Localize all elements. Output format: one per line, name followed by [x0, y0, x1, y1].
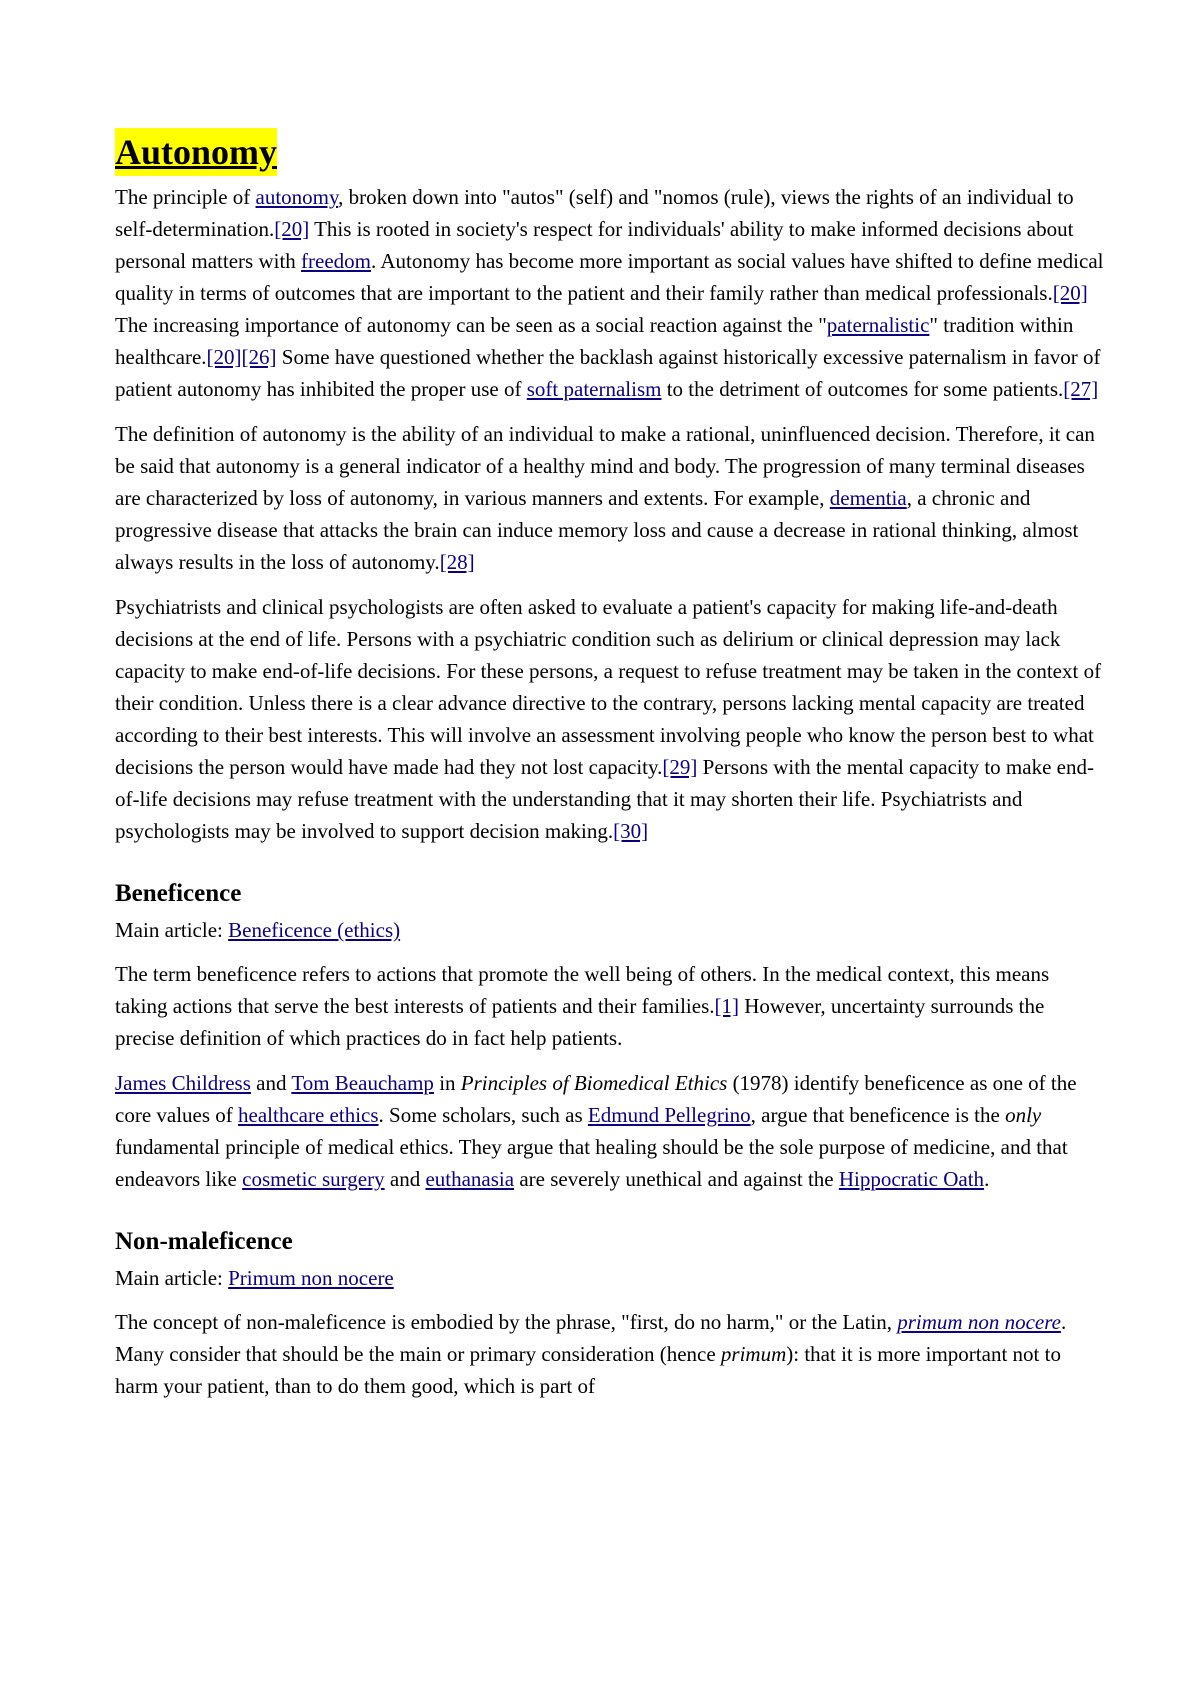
citation-1[interactable]: [1]: [714, 994, 739, 1018]
link-tom-beauchamp[interactable]: Tom Beauchamp: [291, 1071, 434, 1095]
text-run: The increasing importance of autonomy can be seen as a social reaction against the ": [115, 313, 827, 337]
text-run: Some have questioned whether the backlash against historically excessive paternalism in favor of patient autonomy has inhibited the proper use of: [115, 345, 1101, 401]
citation-20[interactable]: [20]: [206, 345, 242, 369]
autonomy-paragraph-3: [115, 591, 1105, 847]
link-paternalistic[interactable]: paternalistic: [826, 313, 930, 337]
text-run: , argue that beneficence is the: [750, 1103, 1006, 1127]
nonmaleficence-heading: Non-maleficence: [115, 1228, 293, 1255]
link-beneficence-ethics[interactable]: Beneficence (ethics): [228, 918, 401, 942]
text-run: However, uncertainty surrounds the precise definition of which practices do in fact help patients.: [115, 994, 1045, 1050]
link-healthcare-ethics[interactable]: healthcare ethics: [238, 1103, 379, 1127]
text-run: . Many consider that should be the main or primary consideration (hence: [115, 1310, 1067, 1366]
text-run: . Some scholars, such as: [378, 1103, 588, 1127]
text-run: .: [984, 1167, 990, 1191]
text-run: , a chronic and progressive disease that attacks the brain can induce memory loss and cause a decrease in rational thinking, almost always results in the loss of autonomy.: [115, 486, 1079, 574]
text-run: " tradition within healthcare.: [115, 313, 1074, 369]
beneficence-heading: Beneficence: [115, 880, 242, 907]
article-content: [115, 128, 1105, 1415]
text-run: The definition of autonomy is the ability of an individual to make a rational, uninfluenced decision. Therefore, it can be said that autonomy is a general indicator of a healthy mind and body. The progression of many terminal diseases are characterized by loss of autonomy, in various manners and extents. For example,: [115, 422, 1095, 510]
text-run: Psychiatrists and clinical psychologists are often asked to evaluate a patient's capacity for making life-and-death decisions at the end of life. Persons with a psychiatric condition such as delirium or clinical depression may lack capacity to make end-of-life decisions. For these persons, a request to refuse treatment may be taken in the context of their condition. Unless there is a clear advance directive to the contrary, persons lacking mental capacity are treated according to their best interests. This will involve an assessment involving people who know the person best to what decisions the person would have made had they not lost capacity.: [115, 595, 1102, 779]
autonomy-paragraph-2: [115, 418, 1105, 578]
emphasis-only: only: [1005, 1103, 1042, 1127]
link-primum-non-nocere-inline[interactable]: primum non nocere: [897, 1310, 1061, 1334]
link-cosmetic-surgery[interactable]: cosmetic surgery: [242, 1167, 385, 1191]
link-primum-non-nocere[interactable]: Primum non nocere: [228, 1266, 394, 1290]
citation-20[interactable]: [20]: [1052, 281, 1088, 305]
text-run: ): that it is more important not to harm your patient, than to do them good, which is part of: [115, 1342, 1061, 1398]
text-run: in: [433, 1071, 461, 1095]
text-run: , broken down into "autos" (self) and "nomos (rule), views the rights of an individual to self-determination.: [115, 185, 1074, 241]
text-run: are severely unethical and against the: [514, 1167, 839, 1191]
text-run: and: [250, 1071, 292, 1095]
text-run: fundamental principle of medical ethics. They argue that healing should be the sole purpose of medicine, and that endeavors like: [115, 1135, 1068, 1191]
link-dementia[interactable]: dementia: [829, 486, 907, 510]
text-run: . Autonomy has become more important as social values have shifted to define medical quality in terms of outcomes that are important to the patient and their family rather than medical professionals.: [115, 249, 1104, 305]
beneficence-main-article: [115, 914, 1105, 946]
beneficence-paragraph-1: [115, 958, 1105, 1054]
main-article-label: Main article:: [115, 918, 229, 942]
link-hippocratic-oath[interactable]: Hippocratic Oath: [838, 1167, 985, 1191]
text-run: Persons with the mental capacity to make end-of-life decisions may refuse treatment with the understanding that it may shorten their life. Psychiatrists and psychologists may be involved to support decision making.: [115, 755, 1094, 843]
citation-20[interactable]: [20]: [274, 217, 310, 241]
main-article-label: Main article:: [115, 1266, 229, 1290]
autonomy-paragraph-1: [115, 181, 1105, 405]
citation-28[interactable]: [28]: [439, 550, 475, 574]
autonomy-heading: [115, 128, 1105, 181]
text-run: and: [384, 1167, 426, 1191]
citation-29[interactable]: [29]: [662, 755, 698, 779]
text-run: This is rooted in society's respect for individuals' ability to make informed decisions about personal matters with: [115, 217, 1074, 273]
beneficence-paragraph-2: [115, 1067, 1105, 1195]
nonmaleficence-paragraph-1: [115, 1306, 1105, 1402]
link-james-childress[interactable]: James Childress: [115, 1071, 251, 1095]
emphasis-primum: primum: [720, 1342, 787, 1366]
link-freedom[interactable]: freedom: [301, 249, 372, 273]
book-title: Principles of Biomedical Ethics: [460, 1071, 728, 1095]
text-run: (1978) identify beneficence as one of the core values of: [115, 1071, 1077, 1127]
text-run: The concept of non-maleficence is embodied by the phrase, "first, do no harm," or the Latin,: [115, 1310, 898, 1334]
citation-26[interactable]: [26]: [241, 345, 277, 369]
citation-27[interactable]: [27]: [1063, 377, 1099, 401]
link-euthanasia[interactable]: euthanasia: [425, 1167, 515, 1191]
link-soft-paternalism[interactable]: soft paternalism: [526, 377, 662, 401]
nonmaleficence-main-article: [115, 1262, 1105, 1294]
text-run: The term beneficence refers to actions that promote the well being of others. In the medical context, this means taking actions that serve the best interests of patients and their families.: [115, 962, 1050, 1018]
autonomy-heading-text: Autonomy: [115, 128, 277, 176]
citation-30[interactable]: [30]: [613, 819, 649, 843]
link-edmund-pellegrino[interactable]: Edmund Pellegrino: [587, 1103, 751, 1127]
text-run: The principle of: [115, 185, 256, 209]
link-autonomy[interactable]: autonomy: [255, 185, 339, 209]
text-run: to the detriment of outcomes for some patients.: [661, 377, 1064, 401]
